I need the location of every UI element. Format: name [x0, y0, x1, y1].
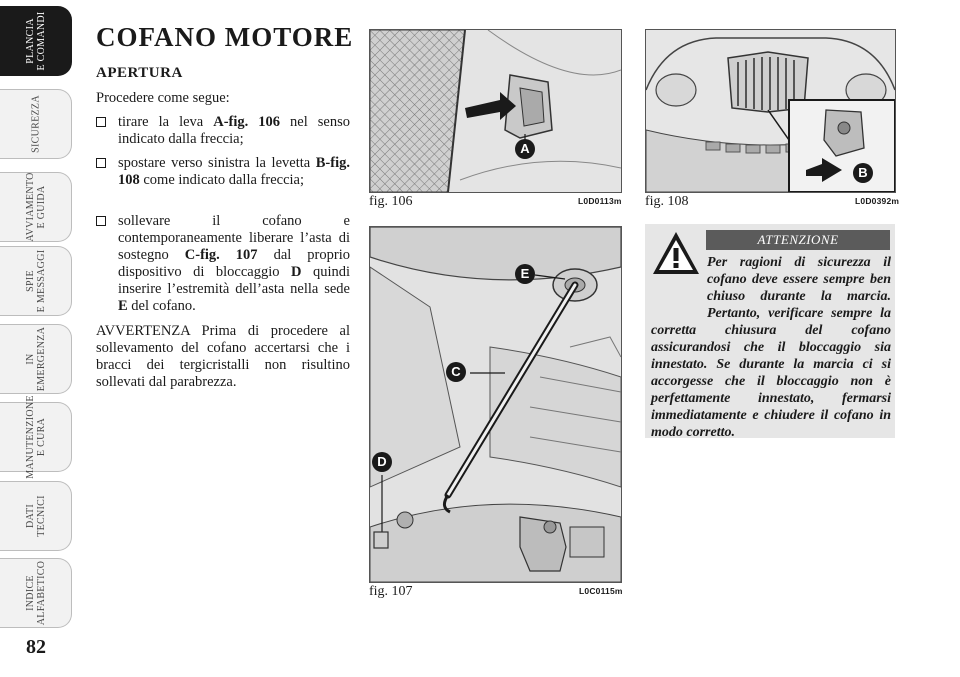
tab-label: INDICE ALFABETICO [24, 560, 47, 626]
figure-107-caption: fig. 107 [369, 584, 413, 599]
figure-106-caption: fig. 106 [369, 194, 413, 209]
figure-106-image [369, 29, 622, 193]
section-heading: APERTURA [96, 65, 183, 81]
warning-header: ATTENZIONE [706, 230, 890, 250]
warning-text: Per ragioni di sicurezza il cofano deve essere sempre ben chiuso durante la marcia. Pertanto, verificare sempre la corretta chiusura del cofano assicurandosi che il bloccaggio sia innestato. Se durante la marcia ci si accorgesse che il bloccaggio non è perfettamente innestato, fermarsi immediatamente e chiudere il cofano in modo corretto. [651, 255, 891, 440]
tab-label: IN EMERGENZA [24, 326, 47, 392]
tab-plancia-e-comandi[interactable] [0, 6, 72, 76]
tab-label: SPIE E MESSAGGI [24, 249, 47, 313]
figure-108-caption: fig. 108 [645, 194, 689, 209]
tab-label: DATI TECNICI [24, 495, 47, 537]
tab-label: PLANCIA E COMANDI [24, 11, 47, 71]
tab-sicurezza[interactable] [0, 89, 72, 159]
figure-108-code: L0D0392m [855, 196, 900, 206]
checkbox-bullet-icon [96, 216, 106, 226]
tab-dati-tecnici[interactable] [0, 481, 72, 551]
step-3: sollevare il cofano e contemporaneamente liberare l’asta di sostegno C-fig. 107 dal proprio dispositivo di bloccaggio D quindi inserire l’estremità dell’asta nella sede E del cofano. [96, 213, 350, 315]
callout-c-label: C [446, 362, 466, 382]
checkbox-bullet-icon [96, 117, 106, 127]
tab-spie-e-messaggi[interactable] [0, 246, 72, 316]
step-2: spostare verso sinistra la levetta B-fig. 108 come indicato dalla freccia; [96, 155, 350, 189]
figure-106-code: L0D0113m [578, 196, 622, 206]
page-title: COFANO MOTORE [96, 22, 354, 52]
tab-label: AVVIAMENTO E GUIDA [24, 172, 47, 242]
tab-label: SICUREZZA [30, 95, 41, 153]
page-number: 82 [26, 636, 46, 658]
warning-note-text: AVVERTENZA Prima di procedere al sollevamento del cofano accertarsi che i bracci dei tergicristalli non risultino sollevati dal parabrezza. [96, 323, 350, 390]
tab-manutenzione-e-cura[interactable] [0, 395, 72, 479]
tab-label: MANUTENZIONE E CURA [24, 395, 47, 479]
step-1: tirare la leva A-fig. 106 nel senso indicato dalla freccia; [96, 114, 350, 148]
warning-box [645, 224, 895, 438]
tab-in-emergenza[interactable] [0, 324, 72, 394]
callout-d-label: D [372, 452, 392, 472]
figure-107-code: L0C0115m [579, 586, 623, 596]
callout-b-label: B [853, 163, 873, 183]
intro-text: Procedere come segue: [96, 90, 230, 106]
callout-a-label: A [515, 139, 535, 159]
callout-e-label: E [515, 264, 535, 284]
tab-avviamento-e-guida[interactable] [0, 172, 72, 242]
checkbox-bullet-icon [96, 158, 106, 168]
figure-107-image [369, 226, 622, 583]
tab-indice-alfabetico[interactable] [0, 558, 72, 628]
